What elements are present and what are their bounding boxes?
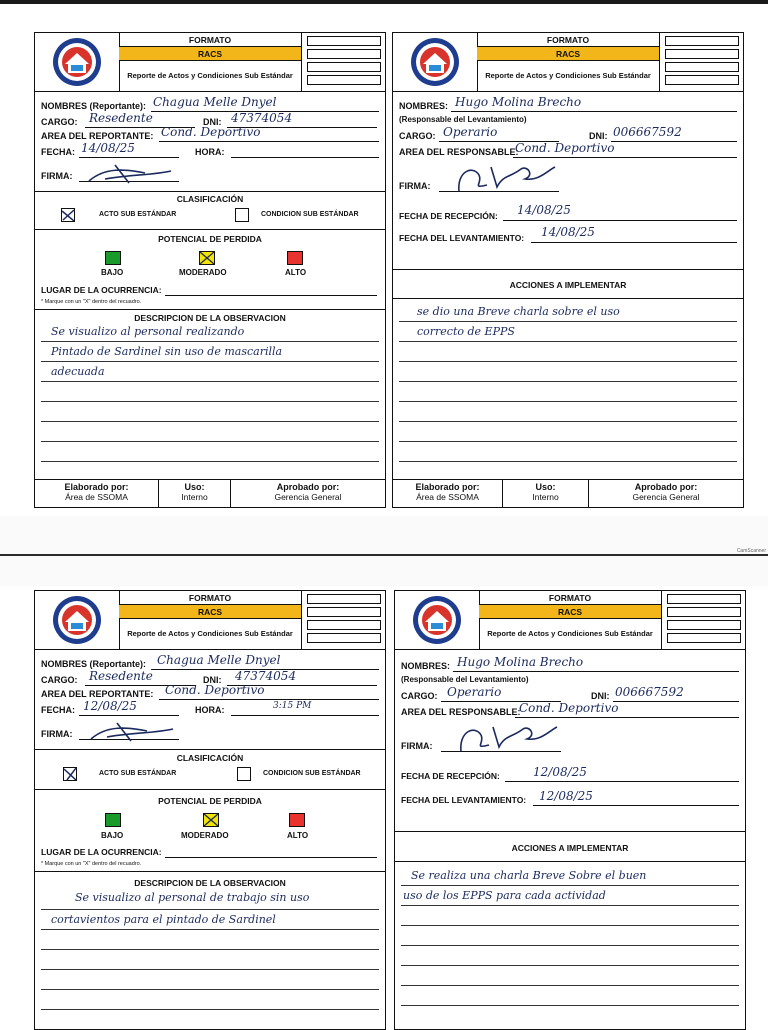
firma-label: FIRMA: (401, 741, 433, 751)
header-titles (479, 591, 662, 649)
condicion-checkbox[interactable] (235, 208, 249, 222)
footer-uso (503, 480, 589, 508)
dni-value[interactable]: 006667592 (615, 685, 684, 699)
alto-label: ALTO (285, 268, 307, 277)
formato-label: FORMATO (119, 33, 301, 47)
marque-note: * Marque con un "X" dentro del recuadro. (41, 861, 142, 867)
control-box (665, 49, 739, 59)
elaborado-value: Área de SSOMA (416, 492, 479, 502)
field-underline (515, 717, 739, 718)
form-title: Reporte de Actos y Condiciones Sub Estándar (127, 629, 293, 638)
elaborado-label: Elaborado por: (64, 482, 129, 492)
field-underline (613, 701, 739, 702)
acciones-title: ACCIONES A IMPLEMENTAR (509, 280, 627, 290)
firma-label: FIRMA: (399, 181, 431, 191)
area-label: AREA DEL RESPONSABLE: (401, 707, 521, 717)
aprobado-label: Aprobado por: (276, 482, 340, 492)
divider (35, 871, 385, 872)
writing-line (401, 885, 739, 886)
signature-image (87, 719, 177, 745)
cargo-value[interactable]: Operario (443, 125, 498, 139)
dni-value[interactable]: 47374054 (231, 111, 293, 125)
aprobado-value: Gerencia General (274, 492, 342, 502)
control-box (307, 620, 381, 630)
signature-image (453, 721, 563, 755)
divider (393, 269, 743, 270)
moderado-label: MODERADO (181, 831, 229, 840)
descripcion-line[interactable]: Se visualizo al personal de trabajo sin uso (75, 891, 310, 904)
cargo-label: CARGO: (399, 131, 436, 141)
page-gap (0, 516, 768, 586)
dni-label: DNI: (203, 117, 222, 127)
writing-line (399, 421, 737, 422)
firma-label: FIRMA: (41, 171, 73, 181)
lugar-label: LUGAR DE LA OCURRENCIA: (41, 285, 162, 295)
formato-label: FORMATO (477, 33, 659, 47)
control-box (307, 607, 381, 617)
alto-label: ALTO (287, 831, 309, 840)
uso-label: Uso: (184, 482, 205, 492)
area-value[interactable]: Cond. Deportivo (515, 141, 615, 155)
x-mark-icon (200, 252, 214, 264)
field-underline (165, 295, 377, 296)
divider (35, 191, 385, 192)
area-value[interactable]: Cond. Deportivo (519, 701, 619, 715)
racs-form-reportante-1 (34, 32, 386, 508)
field-underline (79, 157, 179, 158)
divider (35, 749, 385, 750)
uso-value: Interno (181, 492, 208, 502)
writing-line (401, 925, 739, 926)
company-logo (393, 33, 478, 91)
nombres-value[interactable]: Chagua Melle Dnyel (157, 653, 281, 667)
condicion-label: CONDICION SUB ESTÁNDAR (263, 770, 361, 777)
cargo-value[interactable]: Resedente (89, 669, 153, 683)
acciones-title: ACCIONES A IMPLEMENTAR (511, 843, 629, 853)
writing-line (401, 965, 739, 966)
uso-label: Uso: (535, 482, 556, 492)
writing-line (41, 969, 379, 970)
writing-line (41, 989, 379, 990)
firma-label: FIRMA: (41, 729, 73, 739)
marque-note: * Marque con un "X" dentro del recuadro. (41, 299, 142, 305)
footer-uso (159, 480, 231, 508)
control-box (307, 75, 381, 85)
control-box (667, 633, 741, 643)
field-underline (453, 671, 739, 672)
dni-value[interactable]: 006667592 (613, 125, 682, 139)
descripcion-line[interactable]: cortavientos para el pintado de Sardinel (51, 913, 276, 926)
writing-line (401, 905, 739, 906)
responsable-note: (Responsable del Levantamiento) (399, 115, 527, 124)
hora-label: HORA: (195, 705, 225, 715)
uso-value: Interno (532, 492, 559, 502)
acciones-line[interactable]: correcto de EPPS (417, 325, 515, 338)
form-footer (35, 479, 385, 508)
racs-form-responsable-1 (392, 32, 744, 508)
field-underline (451, 111, 737, 112)
area-label: AREA DEL REPORTANTE: (41, 689, 154, 699)
aprobado-value: Gerencia General (632, 492, 700, 502)
descripcion-line[interactable]: adecuada (51, 365, 105, 378)
x-mark-icon (62, 209, 74, 221)
field-underline (79, 715, 179, 716)
control-box (307, 49, 381, 59)
nombres-value[interactable]: Chagua Melle Dnyel (153, 95, 277, 109)
field-underline (159, 699, 379, 700)
field-underline (531, 242, 737, 243)
control-box (667, 620, 741, 630)
nombres-label: NOMBRES (Reportante): (41, 101, 146, 111)
potencial-title: POTENCIAL DE PERDIDA (158, 234, 262, 244)
racs-form-responsable-2 (394, 590, 746, 1030)
levantamiento-value[interactable]: 12/08/25 (539, 789, 593, 803)
dni-label: DNI: (203, 675, 222, 685)
descripcion-line[interactable]: Pintado de Sardinel sin uso de mascarilla (51, 345, 283, 358)
elaborado-value: Área de SSOMA (65, 492, 128, 502)
footer-elaborado (35, 480, 159, 508)
bajo-swatch[interactable] (105, 251, 121, 265)
writing-line (399, 401, 737, 402)
writing-line (41, 341, 379, 342)
recepcion-value[interactable]: 12/08/25 (533, 765, 587, 779)
form-title: Reporte de Actos y Condiciones Sub Estándar (487, 629, 653, 638)
divider (35, 309, 385, 310)
writing-line (41, 361, 379, 362)
area-label: AREA DEL REPORTANTE: (41, 131, 154, 141)
divider (393, 298, 743, 299)
signature-image (85, 161, 175, 187)
writing-line (41, 401, 379, 402)
form-header (395, 591, 745, 650)
racs-form-reportante-2 (34, 590, 386, 1030)
form-footer (393, 479, 743, 508)
field-underline (611, 141, 737, 142)
x-mark-icon (204, 814, 218, 826)
acto-checkbox[interactable] (61, 208, 75, 222)
signature-image (451, 161, 561, 195)
nombres-label: NOMBRES (Reportante): (41, 659, 146, 669)
field-underline (165, 857, 377, 858)
racs-label: RACS (119, 605, 301, 619)
field-underline (231, 157, 379, 158)
cargo-label: CARGO: (401, 691, 438, 701)
form-title: Reporte de Actos y Condiciones Sub Estándar (485, 71, 651, 80)
alto-swatch[interactable] (287, 251, 303, 265)
fecha-label: FECHA: (41, 147, 75, 157)
condicion-checkbox[interactable] (237, 767, 251, 781)
writing-line (399, 441, 737, 442)
control-box (307, 62, 381, 72)
form-header (393, 33, 743, 92)
writing-line (41, 441, 379, 442)
lugar-label: LUGAR DE LA OCURRENCIA: (41, 847, 162, 857)
acto-label: ACTO SUB ESTÁNDAR (99, 770, 177, 777)
cargo-label: CARGO: (41, 117, 78, 127)
writing-line (399, 381, 737, 382)
writing-line (41, 421, 379, 422)
writing-line (41, 909, 379, 910)
aprobado-label: Aprobado por: (634, 482, 698, 492)
nombres-value[interactable]: Hugo Molina Brecho (457, 655, 584, 669)
descripcion-title: DESCRIPCION DE LA OBSERVACION (134, 878, 286, 888)
bajo-label: BAJO (101, 831, 124, 840)
form-header (35, 33, 385, 92)
header-titles (119, 591, 302, 649)
writing-line (399, 341, 737, 342)
writing-line (41, 1009, 379, 1010)
field-underline (533, 805, 739, 806)
cargo-value[interactable]: Operario (447, 685, 502, 699)
cargo-value[interactable]: Resedente (89, 111, 153, 125)
potencial-title: POTENCIAL DE PERDIDA (158, 796, 262, 806)
divider (395, 831, 745, 832)
dni-label: DNI: (591, 691, 610, 701)
control-box (307, 633, 381, 643)
writing-line (41, 929, 379, 930)
acto-checkbox[interactable] (63, 767, 77, 781)
nombres-value[interactable]: Hugo Molina Brecho (455, 95, 582, 109)
hora-label: HORA: (195, 147, 225, 157)
clasificacion-title: CLASIFICACIÓN (176, 194, 244, 204)
writing-line (399, 321, 737, 322)
writing-line (399, 461, 737, 462)
fecha-label: FECHA: (41, 705, 75, 715)
divider (35, 789, 385, 790)
hora-value[interactable]: 3:15 PM (273, 701, 312, 711)
header-titles (119, 33, 302, 91)
bajo-swatch[interactable] (105, 813, 121, 827)
field-underline (505, 781, 739, 782)
moderado-swatch[interactable] (203, 813, 219, 827)
form-title: Reporte de Actos y Condiciones Sub Estándar (127, 71, 293, 80)
control-box (665, 75, 739, 85)
levantamiento-label: FECHA DEL LEVANTAMIENTO: (401, 795, 527, 805)
dni-label: DNI: (589, 131, 608, 141)
alto-swatch[interactable] (289, 813, 305, 827)
footer-aprobado (231, 480, 385, 508)
acto-label: ACTO SUB ESTÁNDAR (99, 211, 177, 218)
nombres-label: NOMBRES: (401, 661, 450, 671)
racs-label: RACS (119, 47, 301, 61)
control-box (307, 594, 381, 604)
descripcion-line[interactable]: Se visualizo al personal realizando (51, 325, 245, 338)
page-edge (0, 554, 768, 556)
control-box (667, 607, 741, 617)
field-underline (513, 157, 737, 158)
recepcion-label: FECHA DE RECEPCIÓN: (399, 211, 498, 221)
writing-line (401, 1005, 739, 1006)
header-titles (477, 33, 660, 91)
descripcion-title: DESCRIPCION DE LA OBSERVACION (134, 313, 286, 323)
acciones-line[interactable]: uso de los EPPS para cada actividad (403, 889, 606, 902)
field-underline (159, 141, 379, 142)
writing-line (399, 361, 737, 362)
formato-label: FORMATO (119, 591, 301, 605)
moderado-swatch[interactable] (199, 251, 215, 265)
field-underline (231, 715, 379, 716)
moderado-label: MODERADO (179, 268, 227, 277)
divider (395, 861, 745, 862)
elaborado-label: Elaborado por: (415, 482, 480, 492)
recepcion-value[interactable]: 14/08/25 (517, 203, 571, 217)
control-box (665, 62, 739, 72)
responsable-note: (Responsable del Levantamiento) (401, 675, 529, 684)
writing-line (401, 985, 739, 986)
control-box (665, 36, 739, 46)
footer-aprobado (589, 480, 743, 508)
dni-value[interactable]: 47374054 (235, 669, 297, 683)
condicion-label: CONDICION SUB ESTÁNDAR (261, 211, 359, 218)
company-logo (35, 33, 120, 91)
writing-line (401, 945, 739, 946)
area-value[interactable]: Cond. Deportivo (165, 683, 265, 697)
control-box (667, 594, 741, 604)
writing-line (41, 949, 379, 950)
company-logo (395, 591, 480, 649)
fecha-value[interactable]: 14/08/25 (81, 141, 135, 155)
formato-label: FORMATO (479, 591, 661, 605)
scan-edge (0, 0, 768, 4)
x-mark-icon (64, 768, 76, 780)
racs-label: RACS (477, 47, 659, 61)
area-label: AREA DEL RESPONSABLE: (399, 147, 519, 157)
company-logo (35, 591, 120, 649)
nombres-label: NOMBRES: (399, 101, 448, 111)
writing-line (41, 461, 379, 462)
bajo-label: BAJO (101, 268, 124, 277)
control-box (307, 36, 381, 46)
levantamiento-label: FECHA DEL LEVANTAMIENTO: (399, 233, 525, 243)
clasificacion-title: CLASIFICACIÓN (176, 753, 244, 763)
area-value[interactable]: Cond. Deportivo (161, 125, 261, 139)
writing-line (41, 381, 379, 382)
acciones-line[interactable]: se dio una Breve charla sobre el uso (417, 305, 620, 318)
footer-elaborado (393, 480, 503, 508)
racs-label: RACS (479, 605, 661, 619)
divider (35, 229, 385, 230)
fecha-value[interactable]: 12/08/25 (83, 699, 137, 713)
field-underline (503, 220, 737, 221)
scan-stamp: CamScanner (736, 548, 766, 554)
acciones-line[interactable]: Se realiza una charla Breve Sobre el buen (411, 869, 647, 882)
cargo-label: CARGO: (41, 675, 78, 685)
levantamiento-value[interactable]: 14/08/25 (541, 225, 595, 239)
form-header (35, 591, 385, 650)
recepcion-label: FECHA DE RECEPCIÓN: (401, 771, 500, 781)
